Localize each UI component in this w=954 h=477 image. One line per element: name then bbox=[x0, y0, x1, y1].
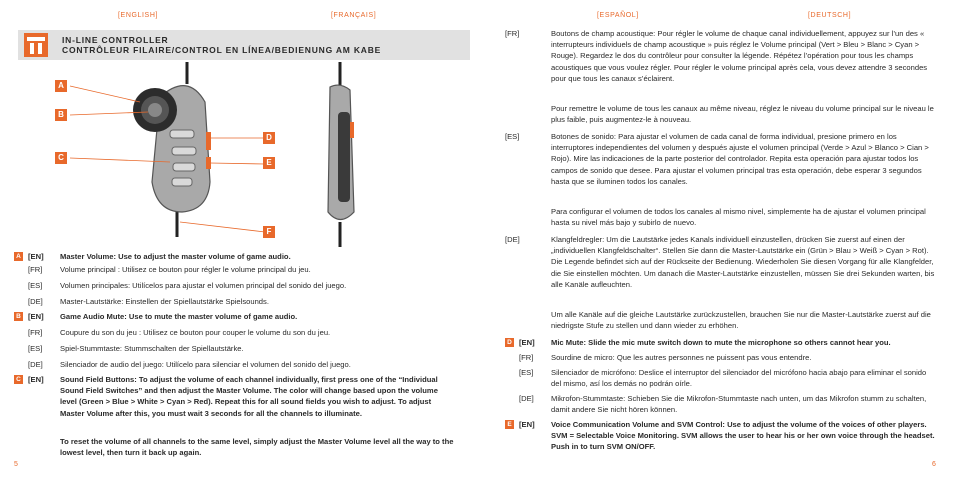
entry-d-de bbox=[505, 393, 935, 419]
entry-text: Pour remettre le volume de tous les canaux au même niveau, réglez le niveau du volume principal sur le niveau le plus faible, puis augmentez-le à nouveau. bbox=[551, 104, 934, 125]
lang-tag: [DE] bbox=[519, 394, 534, 403]
entry-text: To reset the volume of all channels to the same level, simply adjust the Master Volume level all the way to the lowest level, then turn it back up again. bbox=[60, 437, 454, 458]
entry-text: Master-Lautstärke: Einstellen der Spiellautstärke Spielsounds. bbox=[60, 297, 269, 306]
lang-tag: [EN] bbox=[28, 252, 44, 261]
lang-tag: [FR] bbox=[28, 265, 43, 274]
callout-d: D bbox=[263, 132, 275, 144]
entry-text: Botones de sonido: Para ajustar el volumen de cada canal de forma individual, presione primero en los interruptores independientes del volumen y después ajuste el volumen principal (Verde > Azul > Blanco > Cian > Rojo). Mire las indicaciones de la parte posterior del controlador. Repita esta operación para ajustar todos los campos de sonido que desee. Para ajustar el volumen principal tras esta operación, debe esperar 3 segundos hasta que se iluminen todos los canales. bbox=[551, 132, 929, 186]
banner-subtitle: CONTRÔLEUR FILAIRE/CONTROL EN LÍNEA/BEDIENUNG AM KABE bbox=[62, 45, 382, 55]
badge-c: C bbox=[14, 375, 23, 384]
entry-text: Coupure du son du jeu : Utilisez ce bouton pour couper le volume du son du jeu. bbox=[60, 328, 331, 337]
entry-text: Volume principal : Utilisez ce bouton pour régler le volume principal du jeu. bbox=[60, 265, 311, 274]
entry-a-de bbox=[14, 296, 454, 311]
entry-text: Um alle Kanäle auf die gleiche Lautstärke zurückzustellen, brauchen Sie nur die Master-Lautstärke zuerst auf die niedrigste Stufe zu stellen und dann wieder zu erhöhen. bbox=[551, 310, 931, 331]
entry-a-en bbox=[14, 251, 454, 262]
entry-text: Silenciador de audio del juego: Utilícelo para silenciar el volumen del sonido del juego. bbox=[60, 360, 351, 369]
header-espanol: [ESPAÑOL] bbox=[597, 12, 639, 19]
entry-text: Sound Field Buttons: To adjust the volume of each channel individually, first press one of the “Individual Sound Field Switches” and then adjust the Master Volume. The color will change based upon the volume level (Green > Blue > White > Cyan > Red). Repeat this for all sound fields you wish to adjust. To adjust Master Volume after this, you must wait 3 seconds for all the channels to illuminate. bbox=[60, 375, 438, 418]
entry-b-en bbox=[14, 311, 454, 327]
entry-c-de bbox=[505, 234, 935, 309]
entry-b-es bbox=[14, 343, 454, 359]
controller-illustration bbox=[60, 62, 290, 247]
callout-f: F bbox=[263, 226, 275, 238]
lang-tag: [ES] bbox=[519, 368, 534, 377]
header-english: [ENGLISH] bbox=[118, 12, 159, 19]
entry-c-es bbox=[505, 131, 935, 206]
header-francais: [FRANÇAIS] bbox=[331, 12, 377, 19]
entry-text: Voice Communication Volume and SVM Control: Use to adjust the volume of the voices of other players. SVM = Selectable Voice Monitoring. SVM allows the user to hear his or her own voice through the headset. Push in to turn SVM ON/OFF. bbox=[551, 420, 935, 452]
controller-side-illustration bbox=[310, 62, 370, 247]
entry-text: Volumen principales: Utilícelos para ajustar el volumen principal del sonido del juego. bbox=[60, 281, 347, 290]
entry-d-es bbox=[505, 367, 935, 393]
header-deutsch: [DEUTSCH] bbox=[808, 12, 852, 19]
entry-a-fr bbox=[14, 264, 454, 280]
lang-tag: [ES] bbox=[505, 132, 520, 141]
entry-c-en-reset bbox=[14, 436, 454, 460]
entry-d-en bbox=[505, 337, 935, 352]
callout-e: E bbox=[263, 157, 275, 169]
lang-tag: [ES] bbox=[28, 281, 43, 290]
lang-tag: [EN] bbox=[28, 312, 44, 321]
entry-text: Sourdine de micro: Que les autres personnes ne puissent pas vous entendre. bbox=[551, 353, 812, 362]
entry-text: Master Volume: Use to adjust the master volume of game audio. bbox=[60, 252, 291, 261]
entry-text: Game Audio Mute: Use to mute the master volume of game audio. bbox=[60, 312, 298, 321]
lang-tag: [DE] bbox=[505, 235, 520, 244]
entry-text: Mikrofon-Stummtaste: Schieben Sie die Mikrofon-Stummtaste nach unten, um das Mikrofon stumm zu schalten, damit andere Sie nicht hören können. bbox=[551, 394, 927, 415]
section-banner bbox=[18, 30, 470, 60]
page-number-right: 6 bbox=[932, 461, 936, 468]
entry-c-es-reset bbox=[505, 206, 935, 234]
badge-b: B bbox=[14, 312, 23, 321]
entry-d-fr bbox=[505, 352, 935, 367]
lang-tag: [EN] bbox=[519, 420, 535, 429]
banner-title: IN-LINE CONTROLLER bbox=[62, 35, 169, 45]
callout-b: B bbox=[55, 109, 67, 121]
entry-text: Silenciador de micrófono: Deslice el interruptor del silenciador del micrófono hacia abajo para eliminar el sonido del mismo, así los demás no podrán oírle. bbox=[551, 368, 927, 389]
callout-c: C bbox=[55, 152, 67, 164]
badge-d: D bbox=[505, 338, 514, 347]
lang-tag: [FR] bbox=[28, 328, 43, 337]
entry-text: Boutons de champ acoustique: Pour régler le volume de chaque canal individuellement, appuyez sur l’un des « interrupteurs individuels de champ acoustique » puis réglez le Volume principal (Vert > Bleu > Blanc > Cyan > Rouge). Regardez le dos du contrôleur pour consulter la légende. Répétez l’opération pour tous les champs acoustiques que vous voulez régler. Pour régler le volume principal après cela, vous devez attendre 3 secondes pour que tous les canaux s’éclairent. bbox=[551, 29, 928, 83]
lang-tag: [DE] bbox=[28, 360, 43, 369]
entry-text: Mic Mute: Slide the mic mute switch down to mute the microphone so others cannot hear you. bbox=[551, 338, 891, 347]
lang-tag: [EN] bbox=[519, 338, 535, 347]
lang-tag: [ES] bbox=[28, 344, 43, 353]
entry-b-de bbox=[14, 359, 454, 374]
lang-tag: [EN] bbox=[28, 375, 44, 384]
entry-a-es bbox=[14, 280, 454, 296]
lang-tag: [FR] bbox=[519, 353, 534, 362]
lang-tag: [DE] bbox=[28, 297, 43, 306]
right-column bbox=[505, 28, 935, 455]
entry-text: Para configurar el volumen de todos los canales al mismo nivel, simplemente ha de ajustar el volumen principal hasta su nivel más bajo y subirlo de nuevo. bbox=[551, 207, 926, 228]
callout-a: A bbox=[55, 80, 67, 92]
badge-e: E bbox=[505, 420, 514, 429]
page-number-left: 5 bbox=[14, 461, 18, 468]
entry-c-en bbox=[14, 374, 454, 434]
entry-text: Spiel-Stummtaste: Stummschalten der Spiellautstärke. bbox=[60, 344, 244, 353]
entry-e-en bbox=[505, 419, 935, 455]
tritton-logo bbox=[24, 33, 48, 57]
left-column bbox=[14, 251, 454, 460]
entry-text: Klangfeldregler: Um die Lautstärke jedes Kanals individuell einzustellen, drücken Sie zuerst auf einen der „individuellen Klangfeldschalter“. Stellen Sie dann die Master-Lautstärke ein (Grün > Blau > Weiß > Cyan > Rot). Die Legende befindet sich auf der Rückseite der Bedienung. Wiederholen Sie diesen Vorgang für alle Klangfelder, die Sie einstellen möchten. Um danach die Master-Lautstärke einzustellen, müssen Sie drei Sekunden warten, bis alle Kanäle aufleuchten. bbox=[551, 235, 935, 289]
entry-c-de-reset bbox=[505, 309, 935, 337]
lang-tag: [FR] bbox=[505, 29, 520, 38]
entry-c-fr-reset bbox=[505, 103, 935, 131]
entry-b-fr bbox=[14, 327, 454, 343]
badge-a: A bbox=[14, 252, 23, 261]
entry-c-fr bbox=[505, 28, 935, 103]
